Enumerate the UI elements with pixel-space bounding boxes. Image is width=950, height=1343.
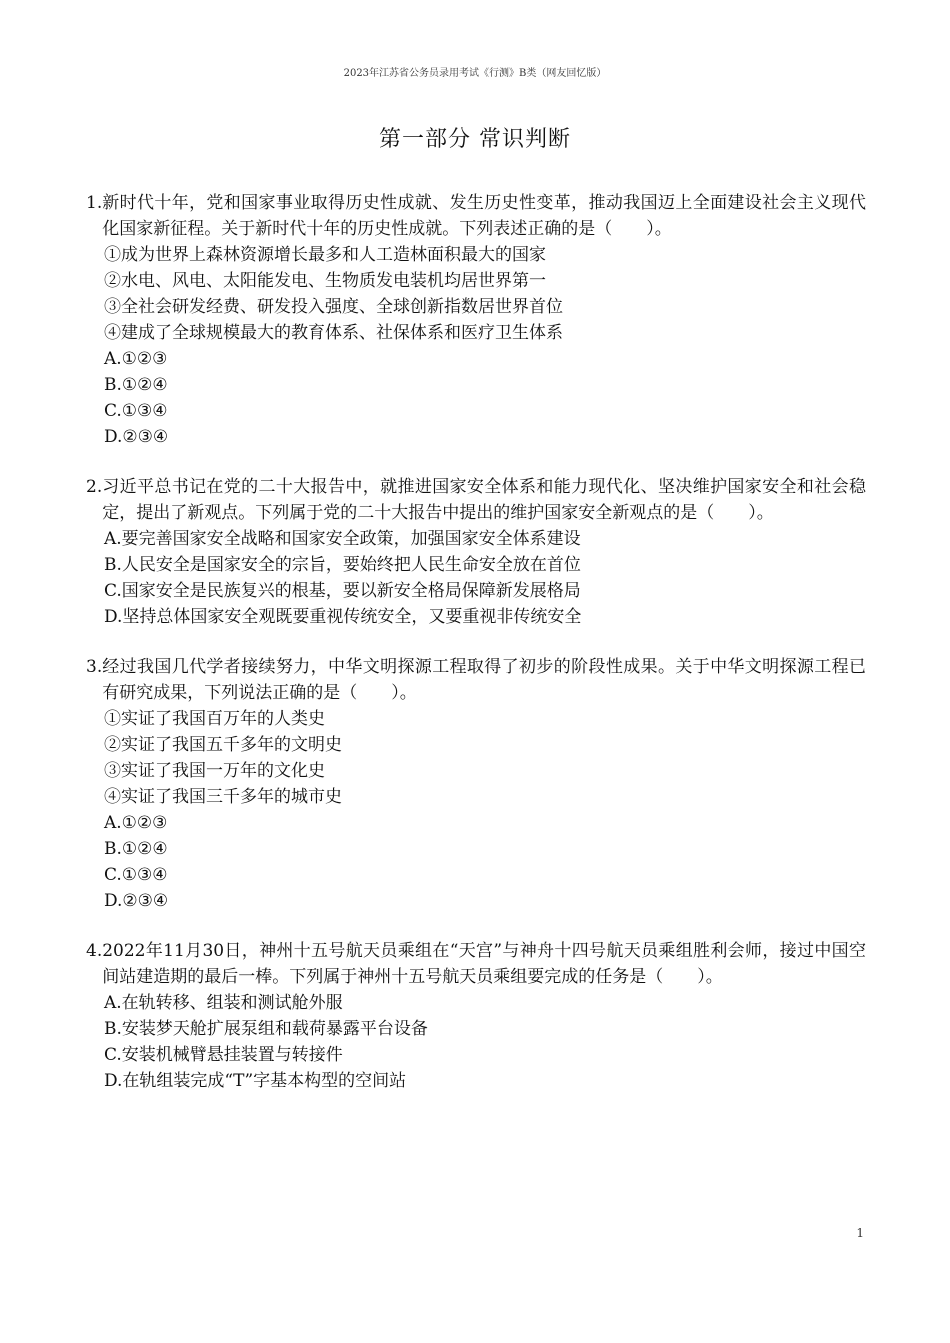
question-3 [86,654,866,914]
statement-item: ③实证了我国一万年的文化史 [104,761,325,781]
section-title: 第一部分 常识判断 [379,127,571,152]
question-text: 新时代十年，党和国家事业取得历史性成就、发生历史性变革，推动我国迈上全面建设社会主义现代化国家新征程。关于新时代十年的历史性成就。下列表述正确的是（ ）。 [102,193,866,239]
question-text: 2022年11月30日，神州十五号航天员乘组在“天宫”与神舟十四号航天员乘组胜利会师，接过中国空间站建造期的最后一棒。下列属于神州十五号航天员乘组要完成的任务是（ ）。 [102,941,866,987]
question-stem [86,654,866,706]
question-number: 3. [86,657,103,677]
page-number: 1 [856,1226,864,1240]
option-d: D.②③④ [104,891,169,911]
option-a: A.①②③ [104,813,168,833]
option-b: B.①②④ [104,839,168,859]
question-4 [86,938,866,1094]
question-number: 4. [86,941,103,961]
option-a: A.①②③ [104,349,168,369]
option-b: B.①②④ [104,375,168,395]
question-number: 1. [86,193,103,213]
option-d: D.②③④ [104,427,169,447]
question-stem [86,190,866,242]
page-header: 2023年江苏省公务员录用考试《行测》B类（网友回忆版） [343,68,607,79]
statement-item: ②实证了我国五千多年的文明史 [104,735,342,755]
question-text: 习近平总书记在党的二十大报告中，就推进国家安全体系和能力现代化、坚决维护国家安全和社会稳定，提出了新观点。下列属于党的二十大报告中提出的维护国家安全新观点的是（ ）。 [102,477,866,523]
statement-item: ①成为世界上森林资源增长最多和人工造林面积最大的国家 [104,245,546,265]
question-2 [86,474,866,630]
question-number: 2. [86,477,103,497]
question-text: 经过我国几代学者接续努力，中华文明探源工程取得了初步的阶段性成果。关于中华文明探源工程已有研究成果，下列说法正确的是（ ）。 [102,657,866,703]
option-b: B.安装梦天舱扩展泵组和载荷暴露平台设备 [104,1019,428,1039]
statement-item: ④实证了我国三千多年的城市史 [104,787,342,807]
option-d: D.在轨组装完成“T”字基本构型的空间站 [104,1071,407,1091]
statement-item: ③全社会研发经费、研发投入强度、全球创新指数居世界首位 [104,297,563,317]
option-c: C.国家安全是民族复兴的根基，要以新安全格局保障新发展格局 [104,581,581,601]
question-stem [86,474,866,526]
statement-item: ②水电、风电、太阳能发电、生物质发电装机均居世界第一 [104,271,546,291]
option-a: A.在轨转移、组装和测试舱外服 [104,993,343,1013]
option-d: D.坚持总体国家安全观既要重视传统安全，又要重视非传统安全 [104,607,582,627]
option-c: C.安装机械臂悬挂装置与转接件 [104,1045,343,1065]
option-b: B.人民安全是国家安全的宗旨，要始终把人民生命安全放在首位 [104,555,581,575]
question-1 [86,190,866,450]
option-a: A.要完善国家安全战略和国家安全政策，加强国家安全体系建设 [104,529,581,549]
statement-item: ④建成了全球规模最大的教育体系、社保体系和医疗卫生体系 [104,323,563,343]
option-c: C.①③④ [104,401,168,421]
question-list [86,190,866,1118]
statement-item: ①实证了我国百万年的人类史 [104,709,325,729]
option-c: C.①③④ [104,865,168,885]
question-stem [86,938,866,990]
